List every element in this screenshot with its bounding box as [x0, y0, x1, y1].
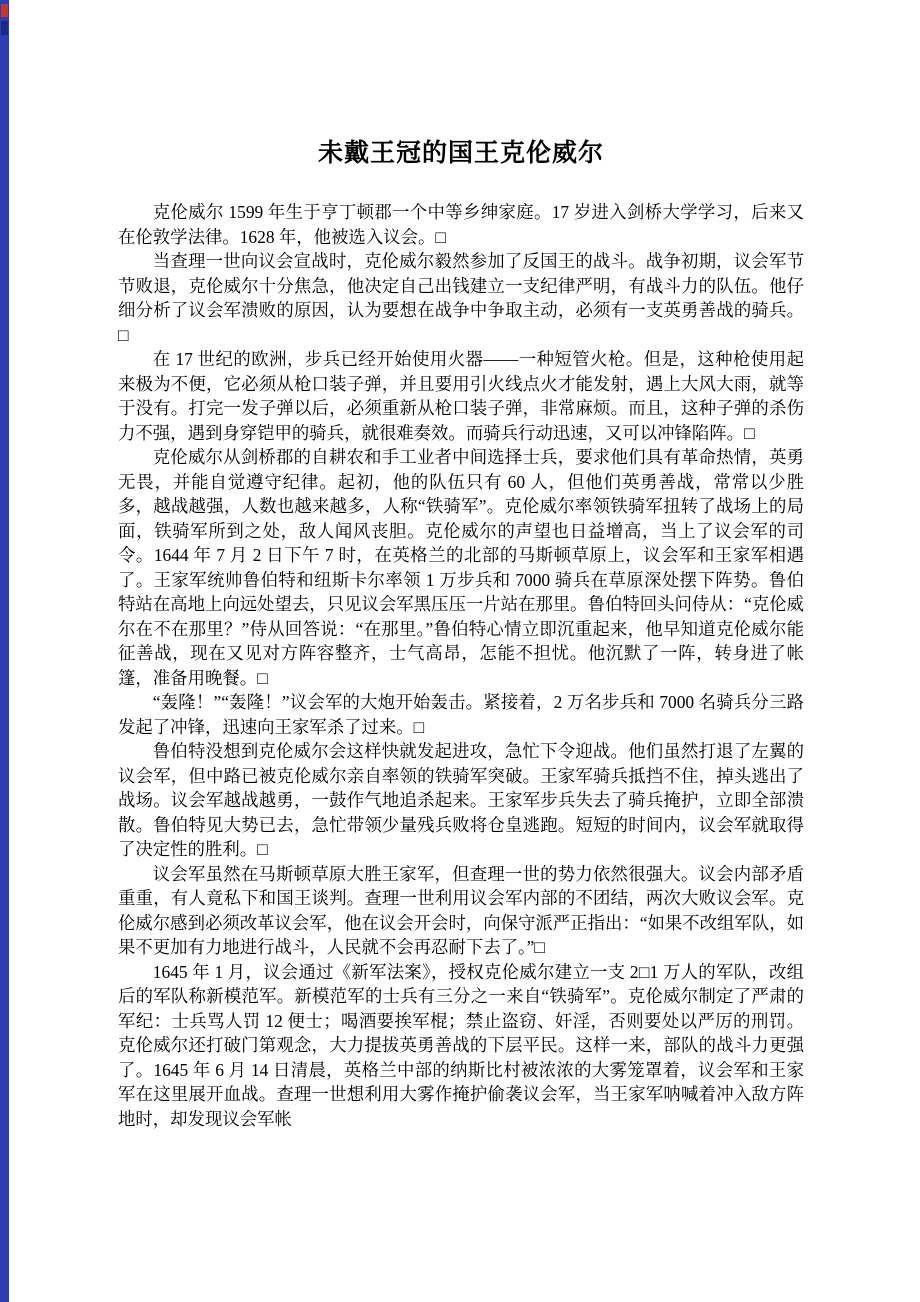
blue-mark-icon: [1, 21, 8, 35]
left-edge-strip: [0, 0, 9, 1302]
paragraphs-container: [118, 200, 804, 1131]
paragraph: 当查理一世向议会宣战时，克伦威尔毅然参加了反国王的战斗。战争初期，议会军节节败退，克伦威尔十分焦急，他决定自己出钱建立一支纪律严明，有战斗力的队伍。他仔细分析了议会军溃败的原因，认为要想在战争中争取主动，必须有一支英勇善战的骑兵。□: [118, 251, 804, 345]
paragraph: 1645 年 1 月，议会通过《新军法案》，授权克伦威尔建立一支 2□1 万人的军队，改组后的军队称新模范军。新模范军的士兵有三分之一来自“铁骑军”。克伦威尔制定了严肃的军纪：士兵骂人罚 12 便士；喝酒要挨军棍；禁止盗窃、奸淫，否则要处以严厉的刑罚。克伦威尔还打破门第观念，大力提拔英勇善战的下层平民。这样一来，部队的战斗力更强了。1645 年 6 月 14 日清晨，英格兰中部的纳斯比村被浓浓的大雾笼罩着，议会军和王家军在这里展开血战。查理一世想利用大雾作掩护偷袭议会军，当王家军呐喊着冲入敌方阵地时，却发现议会军帐: [118, 961, 804, 1129]
red-mark-icon: [1, 4, 8, 17]
paragraph: “轰隆！”“轰隆！”议会军的大炮开始轰击。紧接着，2 万名步兵和 7000 名骑兵分三路发起了冲锋，迅速向王家军杀了过来。□: [118, 692, 804, 737]
document-title: 未戴王冠的国王克伦威尔: [317, 140, 604, 167]
paragraph: 议会军虽然在马斯顿草原大胜王家军，但查理一世的势力依然很强大。议会内部矛盾重重，有人竟私下和国王谈判。查理一世利用议会军内部的不团结，两次大败议会军。克伦威尔感到必须改革议会军，他在议会开会时，向保守派严正指出：“如果不改组军队，如果不更加有力地进行战斗，人民就不会再忍耐下去了。”□: [118, 863, 804, 957]
paragraph: 在 17 世纪的欧洲，步兵已经开始使用火器——一种短管火枪。但是，这种枪使用起来极为不便，它必须从枪口装子弹，并且要用引火线点火才能发射，遇上大风大雨，就等于没有。打完一发子弹以后，必须重新从枪口装子弹，非常麻烦。而且，这种子弹的杀伤力不强，遇到身穿铠甲的骑兵，就很难奏效。而骑兵行动迅速，又可以冲锋陷阵。□: [118, 349, 804, 443]
paragraph: 克伦威尔 1599 年生于亨丁顿郡一个中等乡绅家庭。17 岁进入剑桥大学学习，后来又在伦敦学法律。1628 年，他被选入议会。□: [118, 202, 804, 247]
document-content: [118, 0, 804, 1131]
paragraph: 鲁伯特没想到克伦威尔会这样快就发起进攻，急忙下令迎战。他们虽然打退了左翼的议会军，但中路已被克伦威尔亲自率领的铁骑军突破。王家军骑兵抵挡不住，掉头逃出了战场。议会军越战越勇，一鼓作气地追杀起来。王家军步兵失去了骑兵掩护，立即全部溃散。鲁伯特见大势已去，急忙带领少量残兵败将仓皇逃跑。短短的时间内，议会军就取得了决定性的胜利。□: [118, 741, 804, 859]
paragraph: 克伦威尔从剑桥郡的自耕农和手工业者中间选择士兵，要求他们具有革命热情，英勇无畏，并能自觉遵守纪律。起初，他的队伍只有 60 人，但他们英勇善战，常常以少胜多，越战越强，人数也越来越多，人称“铁骑军”。克伦威尔率领铁骑军扭转了战场上的局面，铁骑军所到之处，敌人闻风丧胆。克伦威尔的声望也日益增高，当上了议会军的司令。1644 年 7 月 2 日下午 7 时，在英格兰的北部的马斯顿草原上，议会军和王家军相遇了。王家军统帅鲁伯特和纽斯卡尔率领 1 万步兵和 7000 骑兵在草原深处摆下阵势。鲁伯特站在高地上向远处望去，只见议会军黑压压一片站在那里。鲁伯特回头问侍从：“克伦威尔在不在那里？”侍从回答说：“在那里。”鲁伯特心情立即沉重起来，他早知道克伦威尔能征善战，现在又见对方阵容整齐，士气高昂，怎能不担忧。他沉默了一阵，转身进了帐篷，准备用晚餐。□: [118, 447, 804, 688]
